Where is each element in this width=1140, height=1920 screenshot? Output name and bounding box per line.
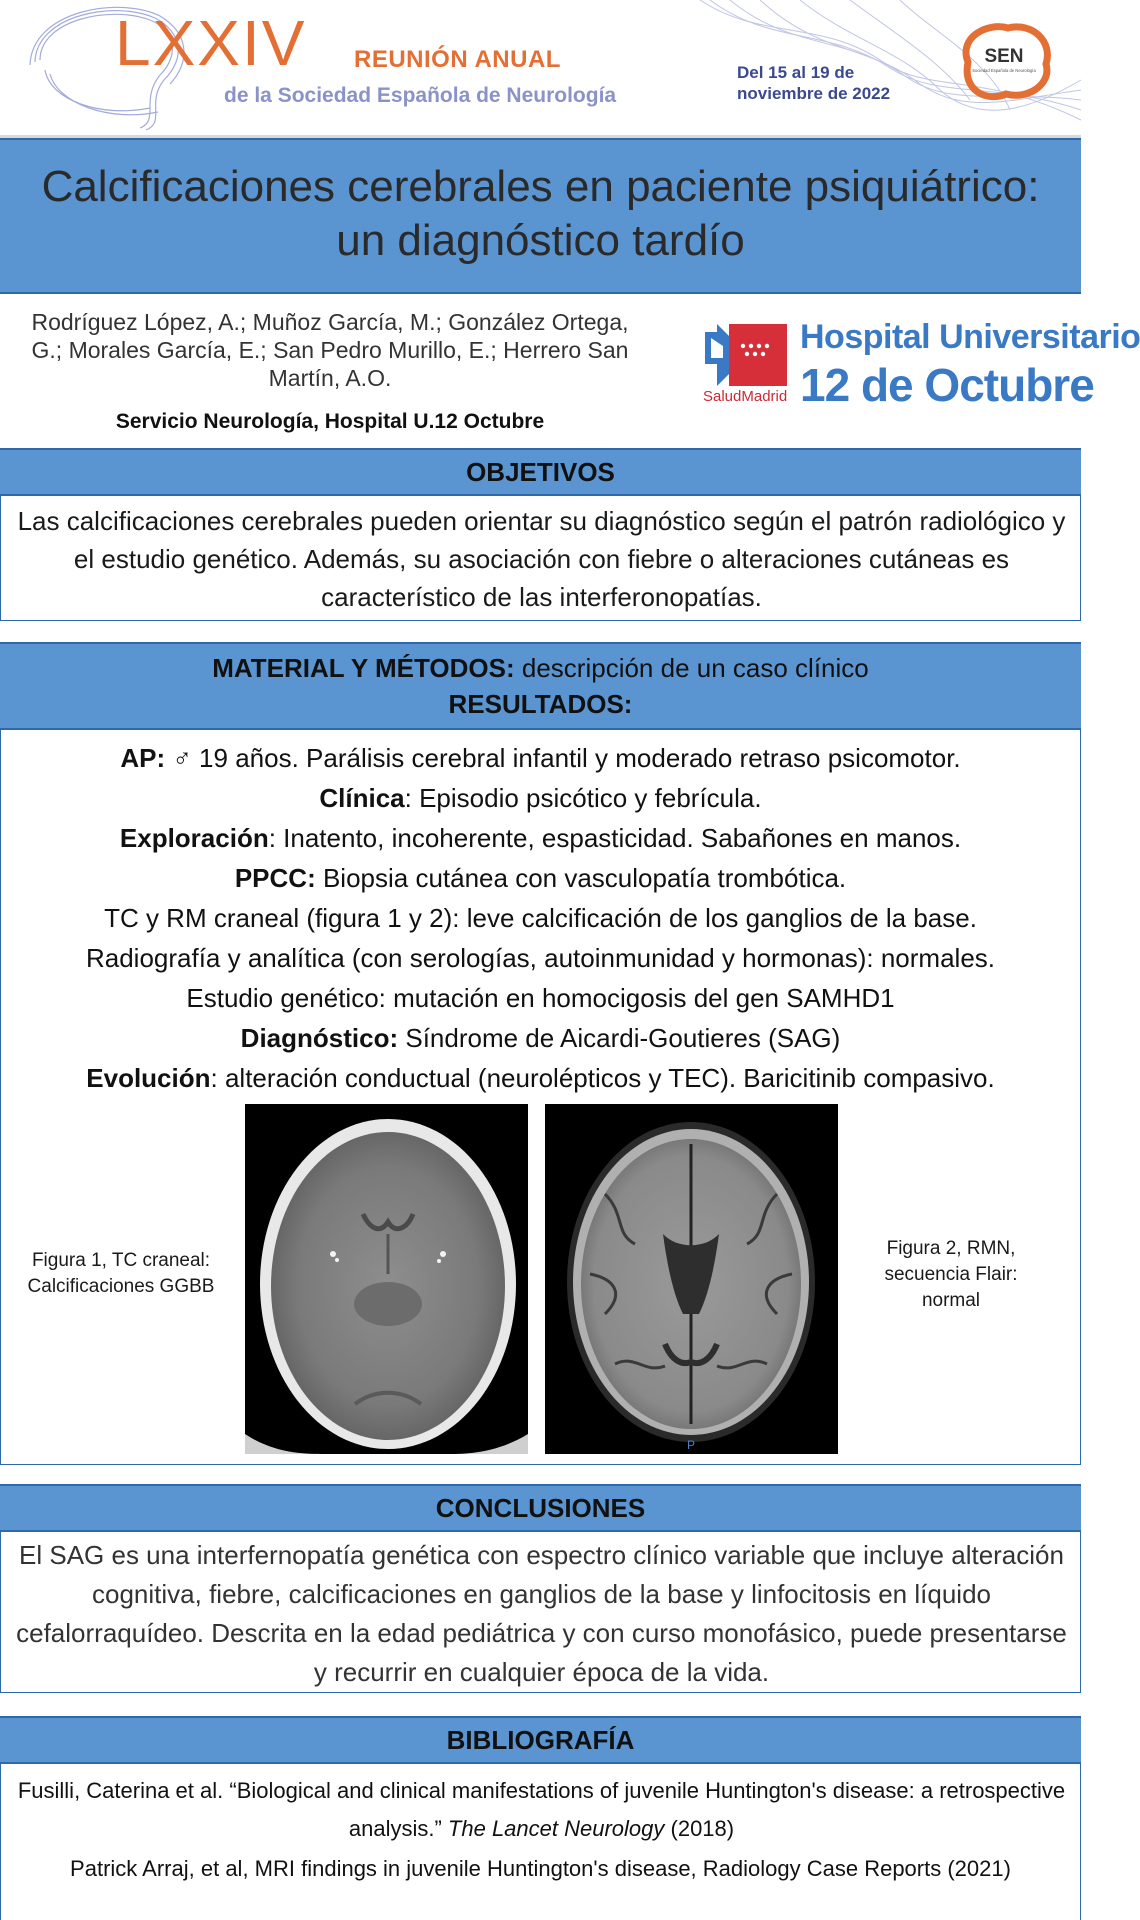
- result-line: [1, 898, 1080, 938]
- material-heading-rest: descripción de un caso clínico: [514, 653, 869, 683]
- author-list: Rodríguez López, A.; Muñoz García, M.; González Ortega, G.; Morales García, E.; San Pedro Murillo, E.; Herrero San Martín, A.O.: [31, 309, 629, 391]
- objetivos-text: Las calcificaciones cerebrales pueden orientar su diagnóstico según el patrón radiológico y el estudio genético. Además, su asociación con fiebre o alteraciones cutáneas es característico de las interferonopatías.: [17, 506, 1066, 612]
- poster-title-box: [0, 138, 1081, 294]
- result-line: [1, 978, 1080, 1018]
- ct-scan-image: [245, 1104, 528, 1454]
- figure-1-caption: Figura 1, TC craneal: Calcificaciones GGBB: [27, 1250, 215, 1297]
- sen-logo-icon: [948, 22, 1056, 102]
- bibliografia-heading: BIBLIOGRAFÍA: [0, 1716, 1081, 1764]
- reference-1-journal: The Lancet Neurology: [447, 1816, 665, 1841]
- title-line-1: Calcificaciones cerebrales en paciente psiquiátrico:: [41, 162, 1040, 211]
- meeting-title: REUNIÓN ANUAL: [354, 46, 561, 73]
- result-line: [1, 1058, 1080, 1098]
- resultados-heading: RESULTADOS:: [448, 689, 633, 719]
- result-label: AP:: [120, 743, 166, 773]
- bibliografia-section: [0, 1764, 1081, 1920]
- result-label: Exploración: [119, 823, 269, 853]
- conclusiones-section: [0, 1532, 1081, 1693]
- society-name: de la Sociedad Española de Neurología: [224, 84, 617, 107]
- poster-title: [0, 160, 1081, 268]
- result-label: Diagnóstico:: [240, 1023, 399, 1053]
- result-line: [1, 938, 1080, 978]
- material-heading: [0, 650, 1081, 686]
- reference-1: [11, 1772, 1072, 1848]
- hospital-name-line-1: Hospital Universitario: [800, 318, 1140, 356]
- result-text: ♂ 19 años. Parálisis cerebral infantil y moderado retraso psicomotor.: [165, 743, 961, 773]
- reference-1-year: (2018): [664, 1816, 735, 1841]
- conclusiones-heading: CONCLUSIONES: [0, 1484, 1081, 1532]
- dates-line-2: noviembre de 2022: [737, 84, 891, 103]
- result-line: [1, 818, 1080, 858]
- reference-2: Patrick Arraj, et al, MRI findings in juvenile Huntington's disease, Radiology Case Reports (2021): [70, 1856, 1011, 1881]
- objetivos-heading: OBJETIVOS: [0, 448, 1081, 496]
- title-line-2: un diagnóstico tardío: [336, 216, 745, 265]
- result-label: Clínica: [319, 783, 405, 813]
- result-line: [1, 778, 1080, 818]
- affiliation: Servicio Neurología, Hospital U.12 Octubre: [115, 410, 545, 433]
- material-resultados-heading: [0, 642, 1081, 730]
- result-line: [1, 1018, 1080, 1058]
- salud-madrid-label: SaludMadrid: [703, 388, 788, 405]
- result-text: Estudio genético: mutación en homocigosis del gen SAMHD1: [186, 983, 895, 1013]
- salud-madrid-logo-icon: [703, 324, 787, 386]
- result-line: [1, 858, 1080, 898]
- result-line: [1, 738, 1080, 778]
- result-text: : Inatento, incoherente, espasticidad. Sabañones en manos.: [268, 823, 962, 853]
- result-text: TC y RM craneal (figura 1 y 2): leve calcificación de los ganglios de la base.: [104, 903, 977, 933]
- sen-logo-text: SEN: [984, 46, 1024, 67]
- dates-line-1: Del 15 al 19 de: [737, 63, 855, 82]
- result-text: Radiografía y analítica (con serologías, autoinmunidad y hormonas): normales.: [85, 943, 996, 973]
- material-heading-bold: MATERIAL Y MÉTODOS:: [212, 653, 515, 683]
- result-label: PPCC:: [234, 863, 316, 893]
- result-text: : Episodio psicótico y febrícula.: [404, 783, 762, 813]
- result-text: Síndrome de Aicardi-Goutieres (SAG): [398, 1023, 841, 1053]
- conclusiones-text: El SAG es una interfernopatía genética con espectro clínico variable que incluye alteración cognitiva, fiebre, calcificaciones en ganglios de la base y linfocitosis en líquido cefalorraquídeo. Descrita en la edad pediátrica y con curso monofásico, puede presentarse y recurrir en cualquier época de la vida.: [16, 1540, 1067, 1687]
- results-list: [1, 738, 1080, 1098]
- result-text: Biopsia cutánea con vasculopatía trombótica.: [315, 863, 847, 893]
- mri-flair-image: [545, 1104, 838, 1454]
- sen-logo-subtext: Sociedad Española de Neurología: [972, 68, 1036, 73]
- figure-2-caption: Figura 2, RMN, secuencia Flair: normal: [884, 1238, 1018, 1311]
- result-label: Evolución: [86, 1063, 211, 1093]
- objetivos-section: [0, 496, 1081, 621]
- conference-banner: [0, 0, 1081, 138]
- edition-numeral: LXXIV: [115, 7, 307, 79]
- reference-1-text: Fusilli, Caterina et al. “Biological and clinical manifestations of juvenile Huntington's disease: a retrospective analysis.”: [17, 1778, 1066, 1841]
- mri-orientation-marker: P: [686, 1438, 696, 1452]
- event-dates: [737, 62, 890, 104]
- result-text: : alteración conductual (neurolépticos y TEC). Baricitinib compasivo.: [210, 1063, 995, 1093]
- resultados-section: [0, 730, 1081, 1465]
- hospital-name-line-2: 12 de Octubre: [800, 359, 1094, 411]
